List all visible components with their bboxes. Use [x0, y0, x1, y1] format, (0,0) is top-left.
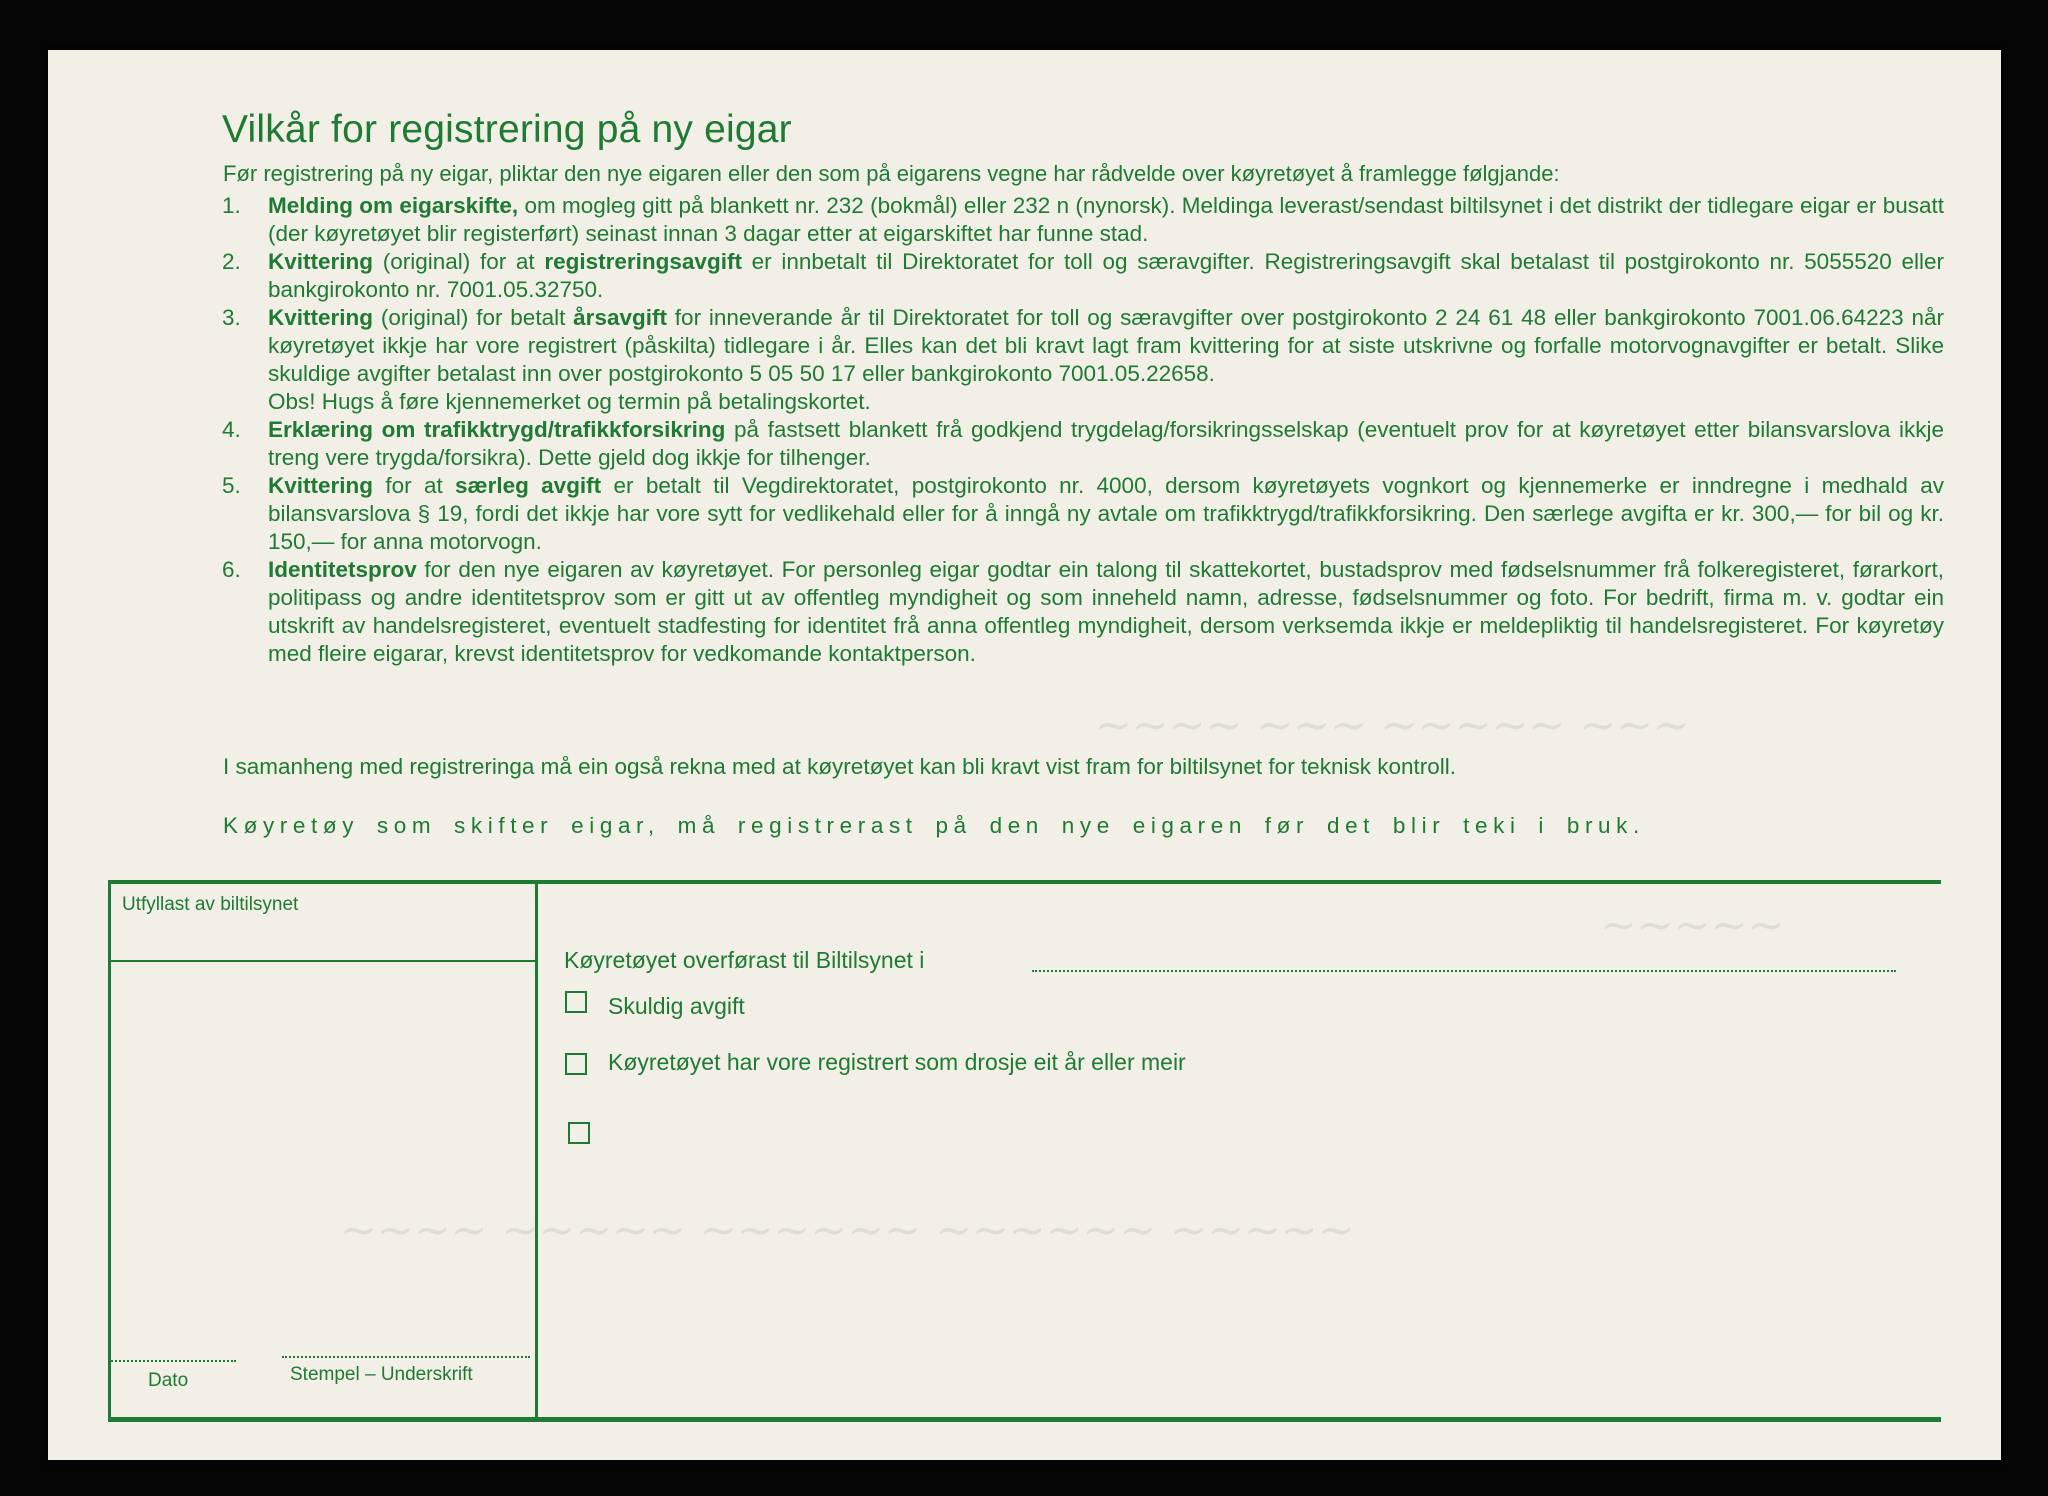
stamp-signature-label: Stempel – Underskrift — [290, 1364, 473, 1385]
item-body: er innbetalt til Direktoratet for toll og særavgifter. Registreringsavgift skal betalast til postgirokonto nr. 5055520 eller bankgirokonto nr. 7001.05.32750. — [268, 249, 1944, 302]
requirements-list — [222, 192, 1944, 668]
form-title: Vilkår for registrering på ny eigar — [222, 108, 792, 151]
item-number: 4. — [222, 417, 241, 442]
item-body: om mogleg gitt på blankett nr. 232 (bokmål) eller 232 n (nynorsk). Meldinga leverast/sendast biltilsynet i det distrikt der tidlegare eigar er busatt (der køyretøyet blir registerført) seinast innan 3 dagar etter at eigarskiftet har funne stad. — [268, 193, 1944, 246]
item-bold: Identitetsprov — [268, 557, 417, 582]
taxi-registration-checkbox[interactable] — [565, 1053, 587, 1075]
list-item — [222, 304, 1944, 388]
item-number: 1. — [222, 193, 241, 218]
item-text — [268, 556, 1944, 668]
taxi-registration-label: Køyretøyet har vore registrert som drosje eit år eller meir — [608, 1049, 1186, 1075]
form-intro: Før registrering på ny eigar, pliktar den nye eigaren eller den som på eigarens vegne har rådvelde over køyretøyet å framlegge følgjande: — [223, 161, 1560, 186]
transfer-field[interactable] — [1032, 958, 1896, 972]
blank-checkbox[interactable] — [568, 1122, 590, 1144]
list-item — [222, 472, 1944, 556]
item-body: for inneverande år til Direktoratet for toll og særavgifter over postgirokonto 2 24 61 48 eller bankgirokonto 7001.06.64223 når køyretøyet ikkje har vore registrert (påskilta) tidlegare i år. Elles kan det bli kravt lagt fram kvittering for at siste utskrivne og forfalle motorvognavgifter er betalt. Slike skuldige avgifter betalast inn over postgirokonto 5 05 50 17 eller bankgirokonto 7001.05.22658. — [268, 305, 1944, 386]
item-bold: særleg avgift — [455, 473, 602, 498]
inspection-note: I samanheng med registreringa må ein også rekna med at køyretøyet kan bli kravt vist fram for biltilsynet for teknisk kontroll. — [223, 754, 1456, 779]
obs-note: Obs! Hugs å føre kjennemerket og termin på betalingskortet. — [268, 389, 871, 414]
item-number: 5. — [222, 473, 241, 498]
date-field[interactable] — [108, 1350, 236, 1362]
item-body: for den nye eigaren av køyretøyet. For personleg eigar godtar ein talong til skattekortet, bustadsprov med fødselsnummer frå folkeregisteret, førarkort, politipass og andre identitetsprov som er gitt ut av offentleg myndigheit og som inneheld namn, adresse, fødselsnummer og foto. For bedrift, firma m. v. godtar ein utskrift av handelsregisteret, eventuelt stadfesting for identitet frå anna offentleg myndigheit, dersom verksemda ikkje er meldepliktig til handelsregisteret. For køyretøy med fleire eigarar, krevst identitetsprov for vedkomande kontaktperson. — [268, 557, 1944, 666]
list-item — [222, 192, 1944, 248]
item-body: (original) for betalt — [373, 305, 574, 330]
item-body: for at — [373, 473, 456, 498]
item-body: på fastsett blankett frå godkjend trygdelag/forsikringsselskap (eventuelt prov for at køyretøyet etter bilansvarslova ikkje treng vere trygda/forsikra). Dette gjeld dog ikkje for tilhenger. — [268, 417, 1944, 470]
section-top-rule — [108, 880, 1941, 884]
filled-by-rule — [108, 960, 536, 962]
transfer-label: Køyretøyet overførast til Biltilsynet i — [564, 947, 925, 973]
owed-fee-label: Skuldig avgift — [608, 993, 745, 1019]
owed-fee-checkbox[interactable] — [565, 991, 587, 1013]
filled-by-label: Utfyllast av biltilsynet — [122, 894, 299, 915]
list-item — [222, 248, 1944, 304]
item-text — [268, 248, 1944, 304]
item-number: 3. — [222, 305, 241, 330]
item-text — [268, 472, 1944, 556]
item-bold: årsavgift — [573, 305, 667, 330]
date-label: Dato — [148, 1370, 189, 1391]
item-bold: Melding om eigarskifte, — [268, 193, 519, 218]
list-item — [222, 556, 1944, 668]
item-number: 2. — [222, 249, 241, 274]
item-bold: Erklæring om trafikktrygd/trafikkforsikring — [268, 417, 726, 442]
stamp-signature-field[interactable] — [282, 1346, 530, 1358]
section-bottom-rule — [108, 1417, 1941, 1422]
item-body: er betalt til Vegdirektoratet, postgirokonto nr. 4000, dersom køyretøyets vognkort og kjennemerke er inndregne i medhald av bilansvarslova § 19, fordi det ikkje har vore sytt for vedlikehald eller for å inngå ny avtale om trafikktrygd/trafikkforsikring. Den særlege avgifta er kr. 300,— for bil og kr. 150,— for anna motorvogn. — [268, 473, 1945, 554]
item-bold: Kvittering — [268, 473, 374, 498]
list-item — [222, 416, 1944, 472]
item-body: (original) for at — [373, 249, 545, 274]
item-bold: Kvittering — [268, 249, 374, 274]
item-bold: Kvittering — [268, 305, 374, 330]
item-number: 6. — [222, 557, 241, 582]
item-text — [268, 304, 1944, 388]
registration-warning: Køyretøy som skifter eigar, må registrerast på den nye eigaren før det blir teki i bruk. — [223, 813, 1645, 838]
item-text — [268, 192, 1944, 248]
item-text — [268, 416, 1944, 472]
item-bold: registreringsavgift — [544, 249, 742, 274]
